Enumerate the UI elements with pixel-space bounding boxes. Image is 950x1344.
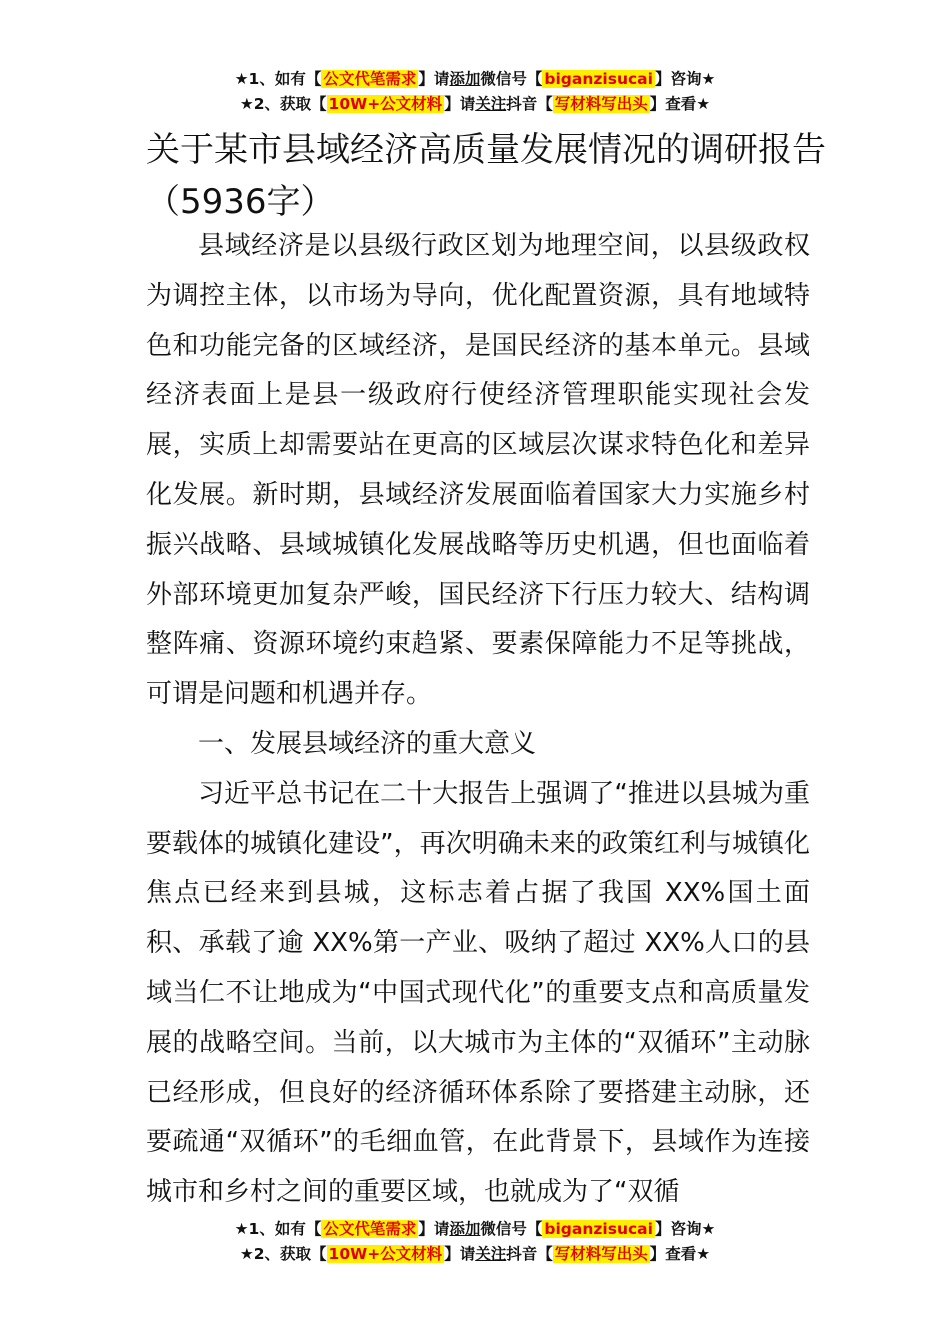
banner-highlight: 写材料写出头 [554, 1245, 648, 1263]
banner-text: 】查看★ [649, 95, 711, 113]
banner-text: 】请 [444, 1245, 476, 1263]
banner-line-2 [0, 92, 950, 117]
banner-highlight: 10W+公文材料 [328, 95, 443, 113]
banner-text: 】咨询★ [654, 70, 716, 88]
banner-text: 微信号【 [480, 1220, 543, 1238]
banner-text: ★2、获取【 [239, 1245, 327, 1263]
banner-line-1 [0, 1217, 950, 1242]
footer-banner [0, 1217, 950, 1267]
document-title: 关于某市县域经济高质量发展情况的调研报告（5936字） [146, 130, 826, 222]
banner-text: 】请 [444, 95, 476, 113]
banner-text: 】咨询★ [654, 1220, 716, 1238]
body-paragraph: 县域经济是以县级行政区划为地理空间，以县级政权为调控主体，以市场为导向，优化配置资源，具有地域特色和功能完备的区域经济，是国民经济的基本单元。县域经济表面上是县一级政府行使经济管理职能实现社会发展，实质上却需要站在更高的区域层次谋求特色化和差异化发展。新时期，县域经济发展面临着国家大力实施乡村振兴战略、县域城镇化发展战略等历史机遇，但也面临着外部环境更加复杂严峻，国民经济下行压力较大、结构调整阵痛、资源环境约束趋紧、要素保障能力不足等挑战，可谓是问题和机遇并存。 [146, 231, 810, 710]
banner-text: ★1、如有【 [234, 70, 322, 88]
banner-text: 抖音【 [506, 1245, 553, 1263]
document-body [146, 222, 810, 1218]
header-banner [0, 67, 950, 117]
banner-highlight: biganzisucai [544, 1220, 653, 1238]
banner-text: 】请 [418, 1220, 450, 1238]
banner-highlight: 10W+公文材料 [328, 1245, 443, 1263]
banner-line-1 [0, 67, 950, 92]
body-paragraph: 习近平总书记在二十大报告上强调了“推进以县城为重要载体的城镇化建设”，再次明确未来的政策红利与城镇化焦点已经来到县城，这标志着占据了我国 XX%国土面积、承载了逾 XX%第一产业、吸纳了超过 XX%人口的县域当仁不让地成为“中国式现代化”的重要支点和高质量发展的战略空间。当前，以大城市为主体的“双循环”主动脉已经形成，但良好的经济循环体系除了要搭建主动脉，还要疏通“双循环”的毛细血管，在此背景下，县域作为连接城市和乡村之间的重要区域，也就成为了“双循 [146, 778, 810, 1208]
banner-underlined-text: 添加 [449, 1220, 481, 1238]
banner-text: ★1、如有【 [234, 1220, 322, 1238]
banner-highlight: 公文代笔需求 [323, 70, 417, 88]
banner-text: 抖音【 [506, 95, 553, 113]
banner-text: 微信号【 [480, 70, 543, 88]
banner-underlined-text: 关注 [475, 1245, 507, 1263]
banner-text: ★2、获取【 [239, 95, 327, 113]
banner-text: 】请 [418, 70, 450, 88]
banner-line-2 [0, 1242, 950, 1267]
banner-text: 】查看★ [649, 1245, 711, 1263]
banner-highlight: biganzisucai [544, 70, 653, 88]
section-heading: 一、发展县域经济的重大意义 [198, 728, 537, 759]
banner-highlight: 公文代笔需求 [323, 1220, 417, 1238]
banner-underlined-text: 关注 [475, 95, 507, 113]
banner-highlight: 写材料写出头 [554, 95, 648, 113]
banner-underlined-text: 添加 [449, 70, 481, 88]
